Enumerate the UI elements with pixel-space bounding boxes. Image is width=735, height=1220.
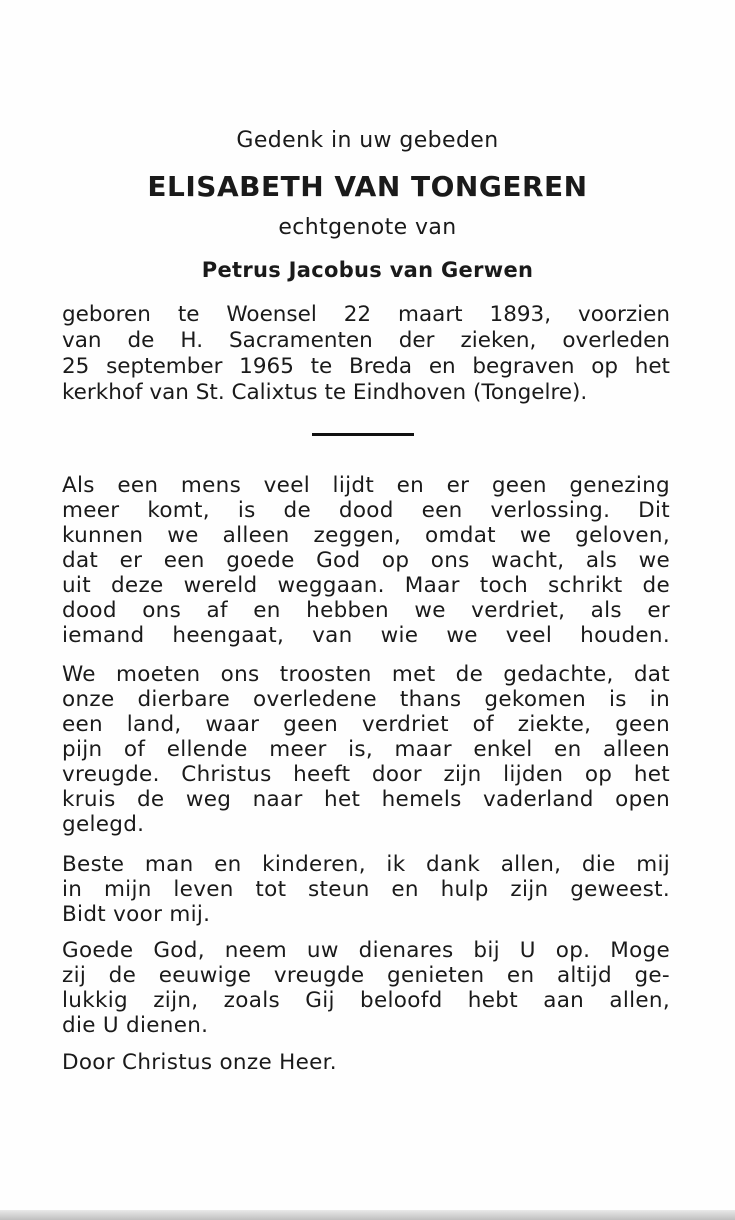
prayer-paragraph-4 xyxy=(62,938,670,1038)
paragraph-line: Bidt voor mij. xyxy=(62,902,211,927)
paragraph-line: gelegd. xyxy=(62,812,145,837)
card-bottom-edge xyxy=(0,1210,735,1220)
relation-text: echtgenote van xyxy=(278,215,457,240)
biography-line: geboren te Woensel 22 maart 1893, voorzien xyxy=(62,302,670,327)
paragraph-line: vreugde. Christus heeft door zijn lijden op het xyxy=(62,762,670,787)
paragraph-line: Beste man en kinderen, ik dank allen, die mij xyxy=(62,852,670,877)
paragraph-line: Als een mens veel lijdt en er geen genezing xyxy=(62,473,670,498)
memorial-heading: Gedenk in uw gebeden xyxy=(236,128,499,153)
paragraph-line: iemand heengaat, van wie we veel houden. xyxy=(62,623,670,648)
paragraph-line: lukkig zijn, zoals Gij beloofd hebt aan allen, xyxy=(62,988,670,1013)
paragraph-line: meer komt, is de dood een verlossing. Dit xyxy=(62,498,670,523)
paragraph-line: in mijn leven tot steun en hulp zijn geweest. xyxy=(62,877,670,902)
prayer-paragraph-5 xyxy=(62,1050,670,1075)
biography-line: kerkhof van St. Calixtus te Eindhoven (Tongelre). xyxy=(62,380,588,405)
paragraph-line: dood ons af en hebben we verdriet, als er xyxy=(62,598,670,623)
paragraph-line: Door Christus onze Heer. xyxy=(62,1050,337,1075)
paragraph-line: Goede God, neem uw dienares bij U op. Moge xyxy=(62,938,670,963)
paragraph-line: die U dienen. xyxy=(62,1013,209,1038)
biography-block xyxy=(62,302,670,406)
divider-rule xyxy=(312,433,414,436)
spouse-name: Petrus Jacobus van Gerwen xyxy=(201,258,534,282)
paragraph-line: een land, waar geen verdriet of ziekte, geen xyxy=(62,712,670,737)
paragraph-line: pijn of ellende meer is, maar enkel en alleen xyxy=(62,737,670,762)
prayer-paragraph-3 xyxy=(62,852,670,927)
paragraph-line: uit deze wereld weggaan. Maar toch schrikt de xyxy=(62,573,670,598)
paragraph-line: kruis de weg naar het hemels vaderland open xyxy=(62,787,670,812)
biography-line: 25 september 1965 te Breda en begraven op het xyxy=(62,354,670,379)
paragraph-line: onze dierbare overledene thans gekomen is in xyxy=(62,687,670,712)
paragraph-line: kunnen we alleen zeggen, omdat we geloven, xyxy=(62,523,670,548)
paragraph-line: zij de eeuwige vreugde genieten en altijd ge- xyxy=(62,963,670,988)
deceased-name: ELISABETH VAN TONGEREN xyxy=(147,170,588,203)
prayer-paragraph-1 xyxy=(62,473,670,648)
prayer-paragraph-2 xyxy=(62,662,670,837)
paragraph-line: We moeten ons troosten met de gedachte, dat xyxy=(62,662,670,687)
paragraph-line: dat er een goede God op ons wacht, als we xyxy=(62,548,670,573)
biography-line: van de H. Sacramenten der zieken, overleden xyxy=(62,328,670,353)
